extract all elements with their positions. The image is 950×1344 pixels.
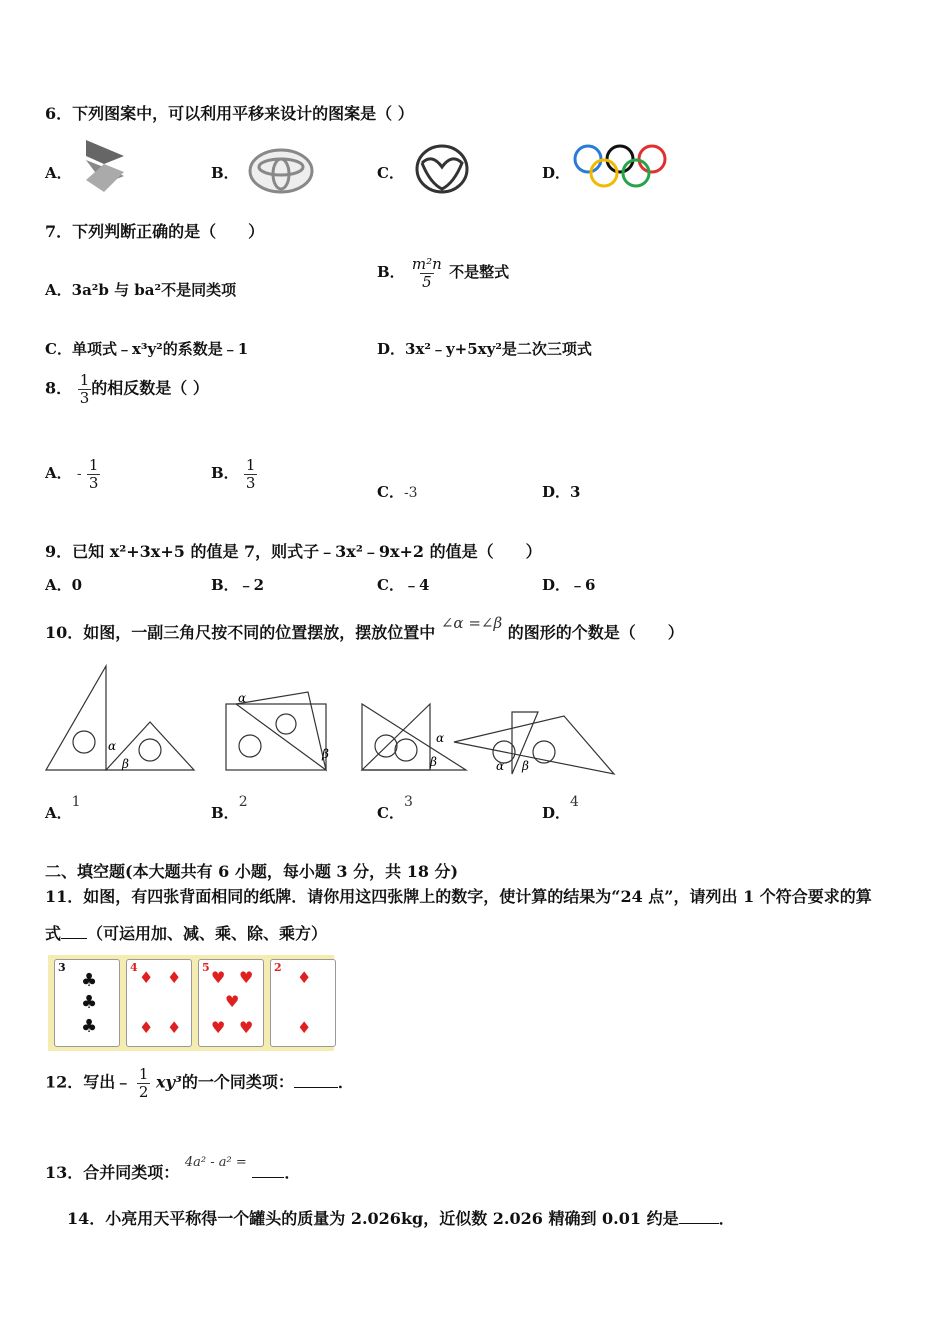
card-1-suit-bottom: ♣: [81, 1016, 98, 1037]
card-3-suit-3: ♥: [225, 992, 240, 1011]
card-2-suit-3: ♦: [139, 1018, 154, 1037]
card-1-suit-top: ♣: [81, 970, 98, 991]
card-2-suit-2: ♦: [167, 968, 182, 987]
q7-a-text: 3a²b 与 ba²不是同类项: [71, 281, 237, 299]
card-1-rank: 3: [58, 961, 66, 974]
question-7-stem: 7．下列判断正确的是（ ）: [45, 222, 265, 241]
q8-numerator: 1: [79, 371, 90, 389]
q6-option-d-label: D．: [542, 164, 571, 182]
q10-formula: ∠α =∠β: [440, 614, 503, 632]
q7-a-label: A．: [45, 281, 72, 299]
card-4-suit-1: ♦: [297, 968, 312, 987]
q10-stem-post: 的图形的个数是（ ）: [507, 623, 684, 642]
q8-a-label: A．: [45, 464, 72, 482]
card-3-rank: 5: [202, 961, 210, 974]
question-8-stem: [45, 372, 209, 406]
q13-pre: 13．合并同类项：: [45, 1163, 180, 1182]
q8-a-denominator: 3: [88, 473, 99, 492]
q6-option-a-label: A．: [45, 164, 72, 182]
q12-end: ．: [337, 1072, 354, 1092]
q8-denominator: 3: [79, 388, 90, 407]
q12-pre: 12．写出﹣: [45, 1072, 132, 1092]
triangle-figure-4: [450, 708, 618, 776]
q7-option-d: [377, 338, 592, 359]
q7-b-label: B．: [377, 263, 405, 281]
q9-option-b: B．﹣2: [211, 576, 265, 594]
olympic-rings: [572, 143, 672, 191]
q8-option-d: [542, 481, 580, 502]
q7-b-tail: 不是整式: [449, 263, 510, 281]
question-13: [45, 1155, 301, 1183]
q7-option-a: [45, 279, 236, 300]
q8-number: 8．: [45, 378, 73, 398]
q7-c-text: 单项式﹣x³y²的系数是﹣1: [71, 340, 249, 358]
q12-expr: xy³: [155, 1072, 182, 1092]
card-4-suit-2: ♦: [297, 1018, 312, 1037]
q10-a-value: 1: [71, 794, 81, 810]
q14-end: ．: [718, 1209, 735, 1228]
q10-c-label: C．: [377, 804, 404, 822]
q8-b-denominator: 3: [245, 473, 256, 492]
fig4-beta: β: [522, 759, 529, 773]
q7-d-text: 3x²﹣y+5xy²是二次三项式: [405, 340, 592, 358]
q8-b-fraction: [244, 457, 258, 491]
q10-c-value: 3: [403, 794, 413, 810]
q11-line2-pre: 式: [45, 924, 62, 943]
q8-stem-tail: 的相反数是（ ）: [91, 378, 209, 398]
card-3-suit-2: ♥: [239, 968, 254, 987]
toyota-logo: [248, 147, 314, 195]
q11-line2-post: （可运用加、减、乘、除、乘方）: [87, 924, 328, 943]
q7-b-denominator: 5: [422, 272, 432, 291]
q13-expr: 4a² - a² =: [184, 1155, 247, 1170]
q14-answer-blank[interactable]: [679, 1223, 719, 1224]
q8-option-c: [377, 481, 418, 502]
fig1-alpha: α: [108, 739, 117, 753]
q10-d-value: 4: [570, 794, 579, 810]
card-hearts-5: [198, 959, 264, 1047]
q7-c-label: C．: [45, 340, 72, 358]
q8-option-a: [45, 457, 100, 491]
q10-option-c: [377, 794, 413, 823]
triangle-figure-1: [44, 662, 196, 774]
card-3-suit-5: ♥: [239, 1018, 254, 1037]
mazda-logo: [414, 143, 470, 195]
q8-fraction: [78, 372, 92, 406]
card-2-rank: 4: [130, 961, 138, 974]
question-11-line1: 11．如图，有四张背面相同的纸牌．请你用这四张牌上的数字，使计算的结果为“24 点”，请列出 1 个符合要求的算: [45, 887, 872, 906]
card-3-suit-1: ♥: [211, 968, 226, 987]
cards-panel: [48, 955, 334, 1051]
fig2-alpha: α: [238, 691, 247, 705]
card-diamonds-4: [126, 959, 192, 1047]
q10-b-label: B．: [211, 804, 239, 822]
question-12: [45, 1066, 354, 1100]
q6-option-b-label: B．: [211, 164, 239, 182]
question-6-stem: 6．下列图案中，可以利用平移来设计的图案是（ ）: [45, 104, 414, 123]
q12-fraction: [137, 1066, 151, 1100]
q8-c-text: -3: [403, 485, 418, 501]
q7-option-b: [377, 256, 509, 290]
q8-a-fraction: [87, 457, 101, 491]
card-2-suit-4: ♦: [167, 1018, 182, 1037]
fig1-beta: β: [122, 757, 129, 771]
q11-answer-blank[interactable]: [61, 938, 87, 939]
section-2-heading: 二、填空题(本大题共有 6 小题，每小题 3 分，共 18 分): [45, 862, 459, 881]
q14-text: 14．小亮用天平称得一个罐头的质量为 2.026kg，近似数 2.026 精确到 0.01 约是: [67, 1209, 679, 1228]
fig2-beta: β: [322, 747, 329, 761]
q8-a-sign: -: [76, 466, 82, 482]
q9-option-d: D．﹣6: [542, 576, 596, 594]
question-9-stem: 9．已知 x²+3x+5 的值是 7，则式子﹣3x²﹣9x+2 的值是（ ）: [45, 542, 542, 561]
card-clubs-3: [54, 959, 120, 1047]
q8-b-label: B．: [211, 464, 239, 482]
fig4-alpha: α: [496, 759, 505, 773]
q10-d-label: D．: [542, 804, 571, 822]
q10-option-b: [211, 794, 248, 823]
q12-denominator: 2: [138, 1082, 149, 1101]
q8-b-numerator: 1: [245, 456, 256, 474]
question-11-line2: [45, 921, 327, 944]
q9-option-c: C．﹣4: [377, 576, 430, 594]
q12-answer-blank[interactable]: [294, 1087, 338, 1088]
question-10-stem: [45, 614, 684, 643]
q12-post: 的一个同类项：: [181, 1072, 294, 1092]
card-2-suit-1: ♦: [139, 968, 154, 987]
q9-option-a: A．0: [45, 576, 83, 594]
card-3-suit-4: ♥: [211, 1018, 226, 1037]
q8-d-text: 3: [570, 483, 581, 501]
q7-b-fraction: [410, 256, 444, 290]
card-1-suit-mid: ♣: [81, 992, 98, 1013]
q7-b-numerator: m²n: [411, 255, 442, 273]
q8-d-label: D．: [542, 483, 571, 501]
fig3-beta: β: [430, 755, 437, 769]
q10-b-value: 2: [238, 794, 248, 810]
q6-option-c-label: C．: [377, 164, 404, 182]
q10-stem-pre: 10．如图，一副三角尺按不同的位置摆放，摆放位置中: [45, 623, 436, 642]
q13-end: ．: [284, 1163, 301, 1182]
q10-option-d: [542, 794, 579, 823]
suzuki-logo: [76, 136, 132, 194]
q8-option-b: [211, 457, 257, 491]
card-4-rank: 2: [274, 961, 282, 974]
triangle-figure-2: [224, 690, 336, 774]
card-diamonds-2: [270, 959, 336, 1047]
q8-a-numerator: 1: [88, 456, 99, 474]
q7-d-label: D．: [377, 340, 406, 358]
q13-answer-blank[interactable]: [252, 1177, 284, 1178]
q10-a-label: A．: [45, 804, 72, 822]
q8-c-label: C．: [377, 483, 404, 501]
q7-option-c: [45, 338, 248, 359]
fig3-alpha: α: [436, 731, 445, 745]
question-14: [67, 1206, 735, 1229]
q12-numerator: 1: [138, 1065, 149, 1083]
q10-option-a: [45, 794, 81, 823]
